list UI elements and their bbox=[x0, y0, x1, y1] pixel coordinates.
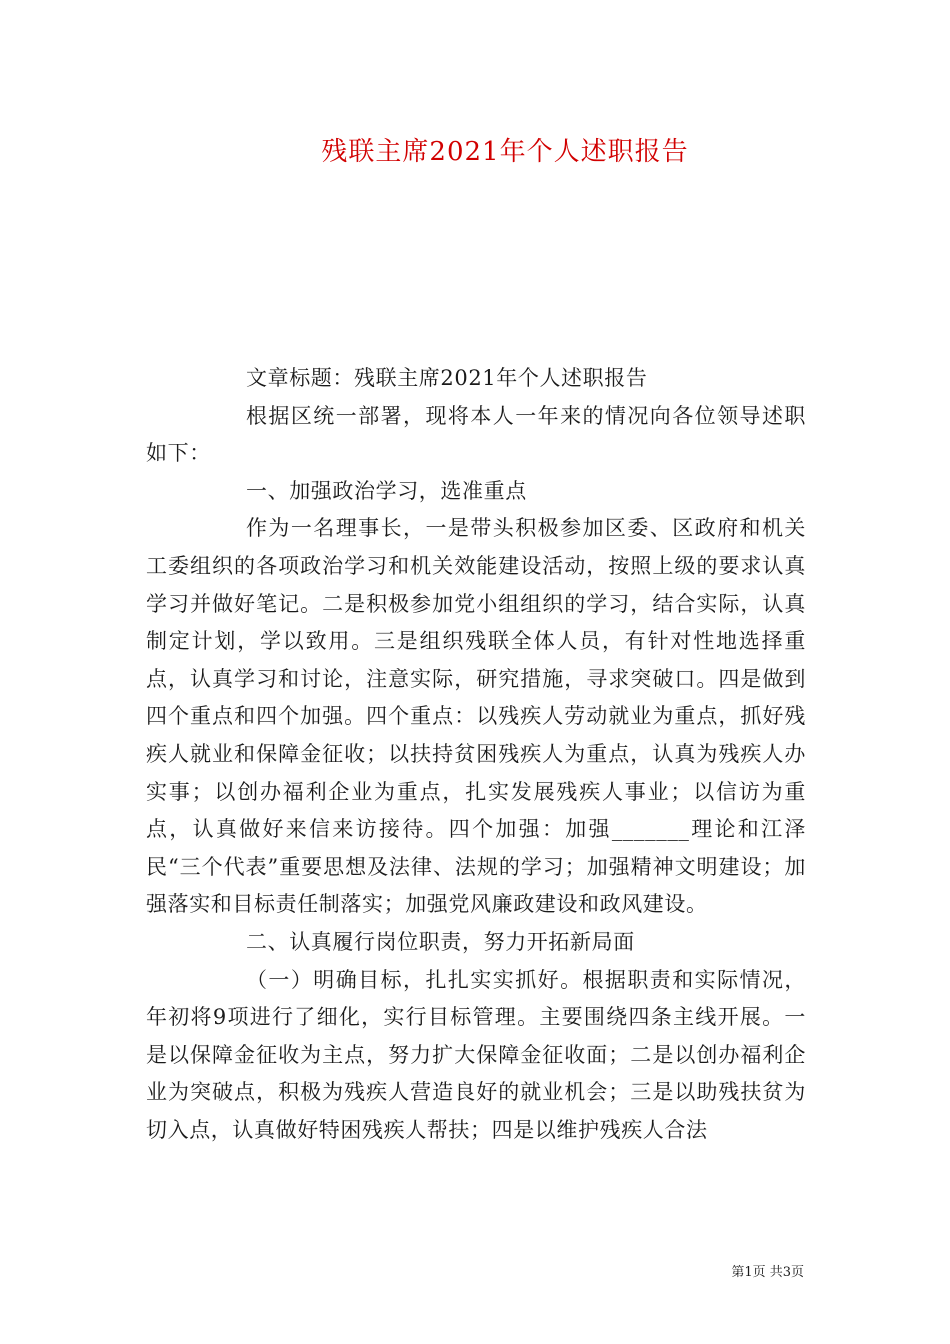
intro-paragraph: 根据区统一部署，现将本人一年来的情况向各位领导述职如下： bbox=[146, 403, 806, 466]
section-heading-2: 二、认真履行岗位职责，努力开拓新局面 bbox=[246, 929, 635, 954]
page-indicator: 第1页 共3页 bbox=[731, 1265, 804, 1280]
section-1-paragraph: 作为一名理事长，一是带头积极参加区委、区政府和机关工委组织的各项政治学习和机关效能建设活动，按照上级的要求认真学习并做好笔记。二是积极参加党小组组织的学习，结合实际，认真制定计划，学以致用。三是组织残联全体人员，有针对性地选择重点，认真学习和讨论，注意实际，研究措施，寻求突破口。四是做到四个重点和四个加强。四个重点：以残疾人劳动就业为重点，抓好残疾人就业和保障金征收；以扶持贫困残疾人为重点，认真为残疾人办实事；以创办福利企业为重点，扎实发展残疾人事业；以信访为重点，认真做好来信来访接待。四个加强：加强_______理论和江泽民“三个代表”重要思想及法律、法规的学习；加强精神文明建设；加强落实和目标责任制落实；加强党风廉政建设和政风建设。 bbox=[146, 516, 806, 917]
document-body bbox=[146, 360, 806, 1149]
section-2-paragraph: （一）明确目标，扎扎实实抓好。根据职责和实际情况，年初将9项进行了细化，实行目标管理。主要围绕四条主线开展。一是以保障金征收为主点，努力扩大保障金征收面；二是以创办福利企业为突破点，积极为残疾人营造良好的就业机会；三是以助残扶贫为切入点，认真做好特困残疾人帮扶；四是以维护残疾人合法 bbox=[146, 967, 806, 1142]
article-title-line: 文章标题：残联主席2021年个人述职报告 bbox=[246, 366, 648, 390]
page-title: 残联主席2021年个人述职报告 bbox=[321, 137, 689, 167]
section-heading-1: 一、加强政治学习，选准重点 bbox=[246, 478, 527, 503]
